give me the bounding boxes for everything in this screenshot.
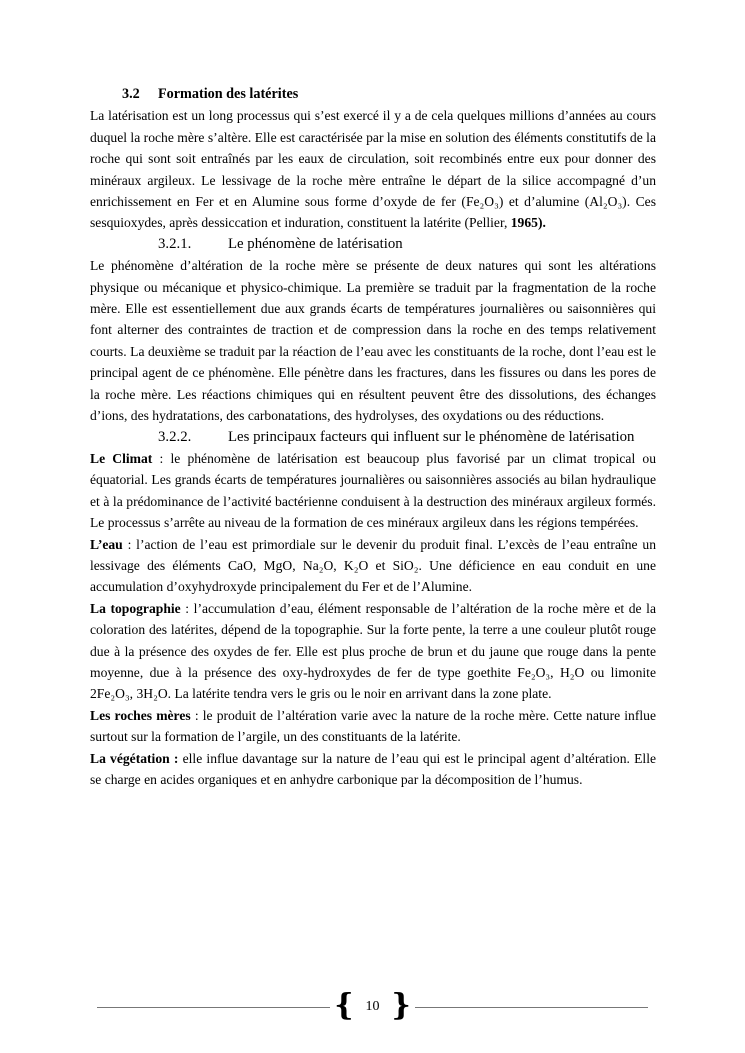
footer-brace-left: { <box>334 988 354 1023</box>
text-segment: : le phénomène de latérisation est beaucoup plus favorisé par un climat tropical ou équatorial. Les grands écarts de températures journalières ou saisonnières associés au bilan hydraulique et à la prédominance de l’activité bactérienne conduisent à la destruction des minéraux argileux formés. Le processus s’arrête au niveau de la formation de ces minéraux argileux dans les régions tempérées. <box>90 450 656 531</box>
document-content <box>90 84 656 790</box>
bold-text-segment: Les roches mères <box>90 707 191 723</box>
heading-number: 3.2.1. <box>158 235 192 252</box>
section-heading <box>122 84 656 105</box>
bold-text-segment: L’eau <box>90 536 123 552</box>
paragraph <box>90 448 656 534</box>
text-segment: Le phénomène d’altération de la roche mère se présente de deux natures qui sont les altérations physique ou mécanique et physico-chimique. La première se traduit par la fragmentation de la roche mère. Elle est essentiellement due aux grands écarts de températures journalières ou saisonnières qui font alterner des contraintes de traction et de compression dans la roche en des temps relativement courts. La deuxième se traduit par la réaction de l’eau avec les constituants de la roche, dont l’eau est le principal agent de ce phénomène. Elle pénètre dans les fractures, dans les fissures ou dans les pores de la roche mère. Les réactions chimiques qui en résultent peuvent être des dissolutions, des échanges d’ions, des hydratations, des carbonatations, des hydrolyses, des oxydations ou des réductions. <box>90 258 656 424</box>
heading-title: Le phénomène de latérisation <box>228 235 403 252</box>
subsection-heading <box>158 427 656 448</box>
text-segment: elle influe davantage sur la nature de l’eau qui est le principal agent d’altération. Elle se charge en acides organiques et en anhydre carbonique par la décomposition de l’humus. <box>90 750 657 787</box>
heading-number: 3.2 <box>122 86 140 102</box>
footer-rule-left <box>97 1007 330 1008</box>
paragraph <box>90 748 656 791</box>
text-segment: : l’action de l’eau est primordiale sur le devenir du produit final. L’excès de l’eau entraîne un lessivage des éléments CaO, MgO, Na₂O, K₂O et SiO₂. Une déficience en eau conduit en une accumulation d’oxyhydroxyde principalement du Fer et de l’Alumine. <box>90 536 656 595</box>
paragraph <box>90 598 656 705</box>
heading-title: Formation des latérites <box>158 86 299 102</box>
page-footer <box>97 990 648 1024</box>
bold-text-segment: 1965). <box>510 215 546 231</box>
text-segment: : l’accumulation d’eau, élément responsable de l’altération de la roche mère et de la coloration des latérites, dépend de la topographie. Sur la forte pente, la terre a une couleur plutôt rouge due à la présence des oxydes de fer. Elle est plus proche de brun et du jaune que rouge dans la pente moyenne, due à la présence des oxy-hydroxydes de fer de type goethite Fe₂O₃, H₂O ou limonite 2Fe₂O₃, 3H₂O. La latérite tendra vers le gris ou le noir en arrivant dans la zone plate. <box>90 600 656 702</box>
subsection-heading <box>158 234 656 255</box>
paragraph <box>90 705 656 748</box>
bold-text-segment: Le Climat <box>90 450 153 466</box>
bold-text-segment: La végétation : <box>90 750 179 766</box>
text-segment: : le produit de l’altération varie avec la nature de la roche mère. Cette nature influe surtout sur la formation de l’argile, un des constituants de la latérite. <box>90 707 656 745</box>
heading-title: Les principaux facteurs qui influent sur le phénomène de latérisation <box>228 428 635 445</box>
paragraph <box>90 105 656 233</box>
page-number: 10 <box>365 999 380 1014</box>
text-segment: La latérisation est un long processus qui s’est exercé il y a de cela quelques millions d’années au cours duquel la roche mère s’altère. Elle est caractérisée par la mise en solution des éléments constitutifs de la roche qui sont soit entraînés par les eaux de circulation, soit recombinés entre eux pour donner des minéraux argileux. Le lessivage de la roche mère entraîne le départ de la silice accompagné d’un enrichissement en Fer et en Alumine sous forme d’oxyde de fer (Fe₂O₃) et d’alumine (Al₂O₃). Ces sesquioxydes, après dessiccation et induration, constituent la latérite (Pellier, <box>90 108 656 231</box>
footer-rule-right <box>415 1007 648 1008</box>
footer-brace-right: } <box>391 988 411 1023</box>
heading-number: 3.2.2. <box>158 428 192 445</box>
paragraph <box>90 534 656 598</box>
bold-text-segment: La topographie <box>90 600 181 616</box>
paragraph <box>90 255 656 426</box>
